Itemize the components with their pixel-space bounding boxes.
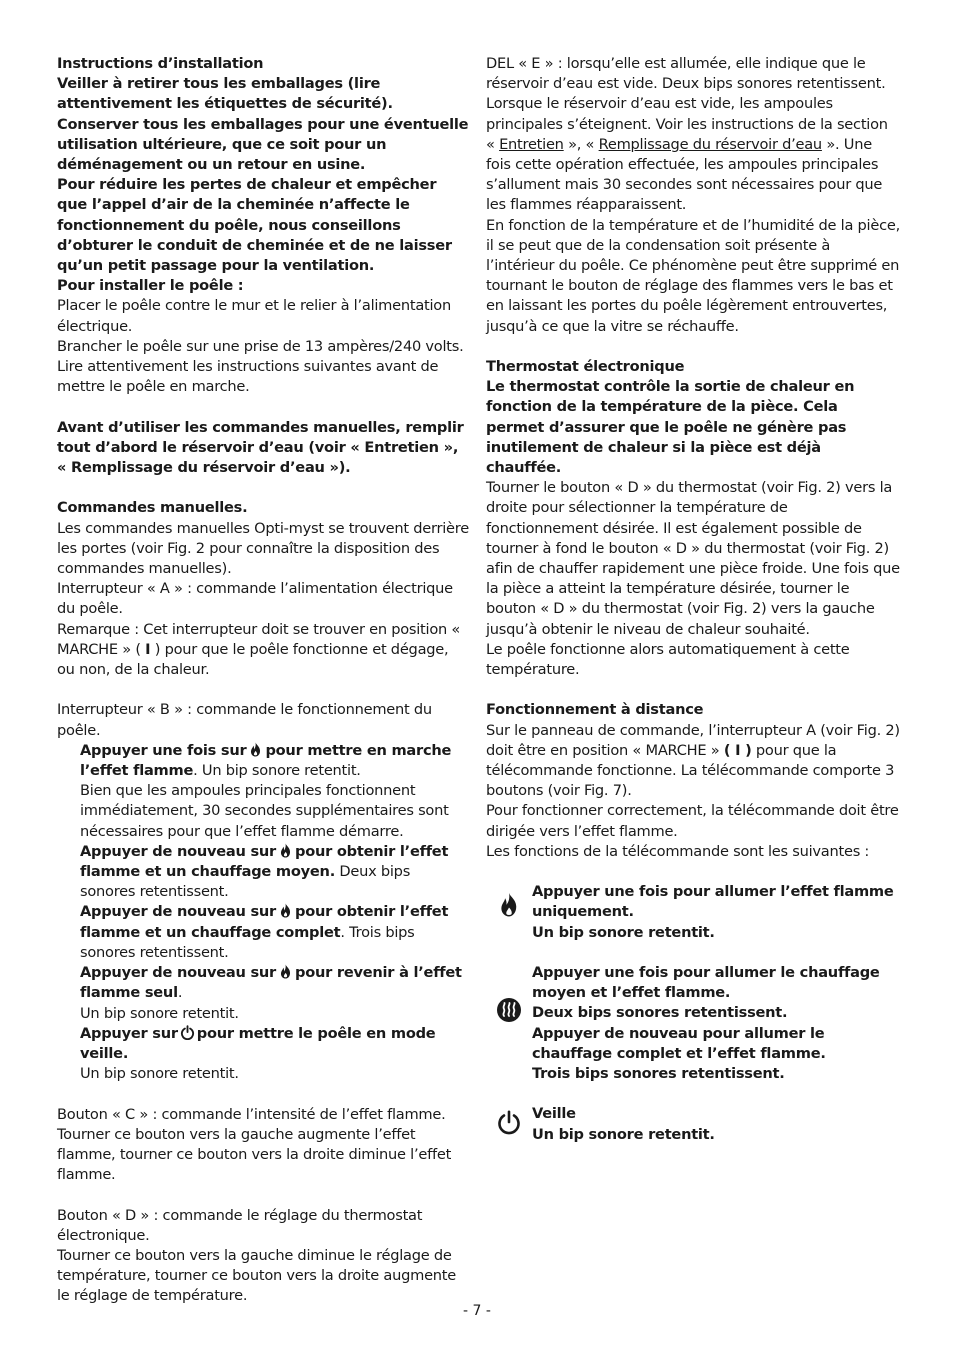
- remote-title: Fonctionnement à distance: [486, 701, 704, 719]
- instruction-standby-beep: Un bip sonore retentit.: [80, 1065, 239, 1083]
- remote-functions-intro: Les fonctions de la télécommande sont les suivantes :: [486, 842, 870, 860]
- switch-a-description: Interrupteur « A » : commande l’alimentation électrique du poêle.: [57, 580, 453, 618]
- instruction-full-heat: Appuyer de nouveau sur pour obtenir l’effet flamme et un chauffage complet. Trois bips sonores retentissent.: [80, 903, 449, 961]
- flame-icon: [496, 892, 522, 918]
- switch-a-remark: Remarque : Cet interrupteur doit se trouver en position « MARCHE » ( I ) pour que le poêle fonctionne et dégage, ou non, de la chaleur.: [57, 620, 461, 679]
- flame-icon: [278, 903, 293, 918]
- thermostat-auto: Le poêle fonctionne alors automatiquement à cette température.: [486, 640, 850, 679]
- page-number: - 7 -: [463, 1303, 491, 1319]
- left-column: [57, 54, 469, 1307]
- install-how-title: Pour installer le poêle :: [57, 277, 244, 295]
- led-e-description: DEL « E » : lorsqu’elle est allumée, elle indique que le réservoir d’eau est vide. Deux bips sonores retentissent. Lorsque le réservoir d’eau est vide, les ampoules principales s’éteignent. Voir les instructions de la section « Entretien », « Remplissage du réservoir d’eau ». Une fois cette opération effectuée, les ampoules principales s’allument mais 30 secondes sont nécessaires pour que les flammes réapparaissent.: [486, 55, 888, 214]
- link-entretien[interactable]: Entretien: [499, 135, 564, 153]
- remote-standby-beep: Un bip sonore retentit.: [532, 1125, 715, 1143]
- power-icon: [496, 1110, 522, 1136]
- instruction-flame-delay: Bien que les ampoules principales fonctionnent immédiatement, 30 secondes supplémentaires sont nécessaires pour que l’effet flamme démarre.: [80, 782, 449, 840]
- thermostat-usage: Tourner le bouton « D » du thermostat (voir Fig. 2) vers la droite pour sélectionner la température de fonctionnement désirée. Il est également possible de tourner à fond le bouton « D » du thermostat (voir Fig. 2) afin de chauffer rapidement une pièce froide. Une fois que la pièce a atteint la température désirée, tourner le bouton « D » du thermostat (voir Fig. 2) vers la gauche jusqu’à obtenir le niveau de chaleur souhaité.: [486, 479, 900, 638]
- thermostat-title: Thermostat électronique: [486, 358, 685, 376]
- remote-heat-button-row: [486, 963, 900, 1084]
- instruction-medium-heat: Appuyer de nouveau sur pour obtenir l’effet flamme et un chauffage moyen. Deux bips sonores retentissent.: [80, 842, 449, 901]
- thermostat-intro: Le thermostat contrôle la sortie de chaleur en fonction de la température de la pièce. Cela permet d’assurer que le poêle ne génère pas inutilement de chaleur si la pièce est déjà chauffée.: [486, 378, 855, 477]
- remote-direction: Pour fonctionner correctement, la télécommande doit être dirigée vers l’effet flamme.: [486, 802, 899, 840]
- remote-flame-button-row: [486, 882, 900, 943]
- right-column: [486, 54, 900, 1145]
- install-keep-packaging: Conserver tous les emballages pour une éventuelle utilisation ultérieure, que ce soit pour un déménagement ou un retour en usine.: [57, 115, 469, 174]
- switch-b-description: Interrupteur « B » : commande le fonctionnement du poêle.: [57, 701, 432, 739]
- remote-standby-button-row: [486, 1104, 900, 1144]
- manual-controls-location: Les commandes manuelles Opti-myst se trouvent derrière les portes (voir Fig. 2 pour connaître la disposition des commandes manuelles).: [57, 519, 469, 578]
- remote-medium-beep: Deux bips sonores retentissent.: [532, 1004, 788, 1022]
- remote-standby-label: Veille: [532, 1105, 576, 1123]
- flame-icon: [278, 843, 293, 858]
- link-remplissage[interactable]: Remplissage du réservoir d’eau: [598, 135, 822, 153]
- install-chimney-advice: Pour réduire les pertes de chaleur et empêcher que l’appel d’air de la cheminée n’affecte le fonctionnement du poêle, nous conseillons d’obturer le conduit de cheminée et de ne laisser qu’un petit passage pour la ventilation.: [57, 176, 452, 275]
- remote-requirement: Sur le panneau de commande, l’interrupteur A (voir Fig. 2) doit être en position « MARCHE » ( I ) pour que la télécommande fonctionne. La télécommande comporte 3 boutons (voir Fig. 7).: [486, 721, 900, 800]
- condensation-note: En fonction de la température et de l’humidité de la pièce, il se peut que de la condensation soit présente à l’intérieur du poêle. Ce phénomène peut être supprimé en tournant le bouton de réglage des flammes vers le bas et en laissant les portes du poêle légèrement entrouvertes, jusqu’à ce que la vitre se réchauffe.: [486, 216, 900, 335]
- knob-c-description: Bouton « C » : commande l’intensité de l’effet flamme. Tourner ce bouton vers la gauche augmente l’effet flamme, tourner ce bouton vers la droite diminue l’effet flamme.: [57, 1105, 452, 1184]
- instruction-flame-only: Appuyer de nouveau sur pour revenir à l’effet flamme seul.: [80, 964, 462, 1002]
- flame-icon: [278, 964, 293, 979]
- remote-flame-beep: Un bip sonore retentit.: [532, 923, 715, 941]
- remote-medium-desc: Appuyer une fois pour allumer le chauffage moyen et l’effet flamme.: [532, 964, 880, 1002]
- heat-icon: [496, 997, 522, 1023]
- install-title: Instructions d’installation: [57, 55, 264, 72]
- manual-controls-title: Commandes manuelles.: [57, 499, 248, 517]
- instruction-flame-on: Appuyer une fois sur pour mettre en marche l’effet flamme. Un bip sonore retentit.: [80, 741, 452, 780]
- remote-full-desc: Appuyer de nouveau pour allumer le chauffage complet et l’effet flamme.: [532, 1024, 826, 1062]
- before-use-note: Avant d’utiliser les commandes manuelles, remplir tout d’abord le réservoir d’eau (voir « Entretien », « Remplissage du réservoir d’eau »).: [57, 418, 464, 477]
- power-icon: [180, 1025, 195, 1040]
- instruction-standby: Appuyer sur pour mettre le poêle en mode veille.: [80, 1024, 436, 1062]
- flame-icon: [248, 742, 263, 757]
- install-step-2: Brancher le poêle sur une prise de 13 ampères/240 volts. Lire attentivement les instructions suivantes avant de mettre le poêle en marche.: [57, 337, 464, 396]
- knob-d-description: Bouton « D » : commande le réglage du thermostat électronique.: [57, 1206, 423, 1244]
- knob-d-usage: Tourner ce bouton vers la gauche diminue le réglage de température, tourner ce bouton vers la droite augmente le réglage de température.: [57, 1246, 457, 1305]
- instruction-flame-only-beep: Un bip sonore retentit.: [80, 1004, 239, 1022]
- install-step-1: Placer le poêle contre le mur et le relier à l’alimentation électrique.: [57, 297, 451, 335]
- remote-flame-desc: Appuyer une fois pour allumer l’effet flamme uniquement.: [532, 883, 894, 921]
- remote-full-beep: Trois bips sonores retentissent.: [532, 1065, 785, 1083]
- switch-b-instructions: [80, 741, 469, 1084]
- install-warning-packaging: Veiller à retirer tous les emballages (lire attentivement les étiquettes de sécurité).: [57, 75, 393, 113]
